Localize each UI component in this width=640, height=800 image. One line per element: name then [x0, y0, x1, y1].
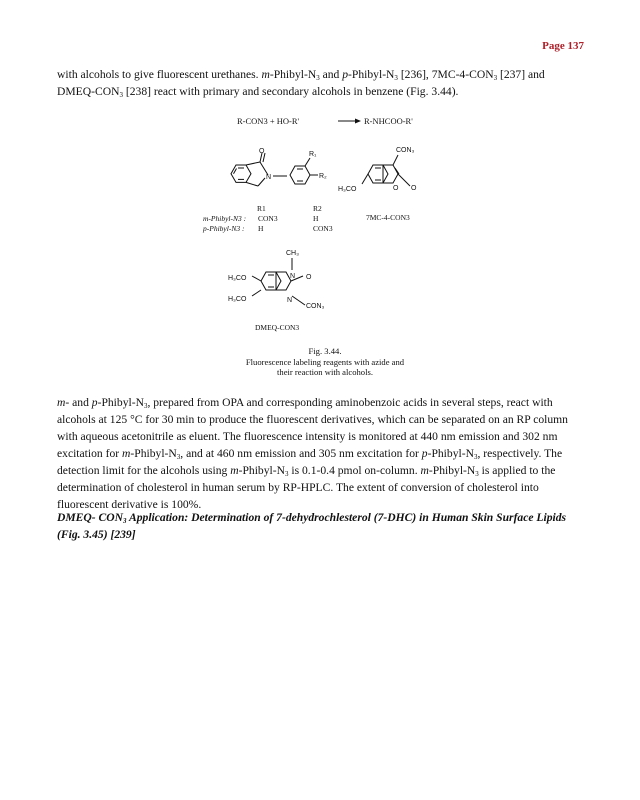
- text: p: [421, 447, 428, 460]
- subscript: 3: [119, 91, 123, 99]
- text: - and: [65, 396, 92, 409]
- text: -Phibyl-N: [427, 447, 474, 460]
- subscript: 3: [176, 453, 181, 461]
- p-phibyl-name: p-Phibyl-N3 :: [203, 224, 245, 233]
- subscript: 3: [493, 74, 498, 82]
- subscript: 3: [475, 470, 479, 478]
- text: -Phibyl-N: [130, 447, 177, 460]
- dmeq-structure: [252, 258, 305, 305]
- reaction-product: R-NHCOO-R': [364, 116, 413, 126]
- phibyl-atom-n: N: [266, 174, 272, 181]
- text: m: [420, 464, 429, 477]
- dmeq-n1: N: [290, 273, 296, 280]
- body-paragraph: [57, 394, 585, 513]
- reaction-reactants: R-CON3 + HO-R': [237, 116, 300, 126]
- text: m: [261, 68, 270, 81]
- section-heading: [57, 509, 585, 543]
- text: , prepared from OPA and corresponding aminobenzoic acids in several steps, react with alcohols at 125 °C for 30 min to produce the fluorescent derivatives, which can be separated on an RP column with aqueous acetonitrile as eluent. The fluorescence intensity is monitored at 440 nm emission and 302 nm excitation for: [57, 396, 568, 460]
- phibyl-structure: [231, 153, 318, 186]
- col-r1-header: R1: [257, 204, 266, 213]
- text: m: [57, 396, 66, 409]
- text: Application: Determination of 7-dehydrochlesterol (7-DHC) in Human Skin Surface Lipids (Fig. 3.45) [239]: [57, 511, 567, 541]
- phibyl-r1: R₁: [309, 151, 317, 158]
- text: [237] and DMEQ-CON: [57, 68, 545, 98]
- page-number: Page 137: [542, 40, 584, 52]
- subscript: 3: [143, 402, 148, 410]
- coumarin-h3co: H₃CO: [338, 186, 357, 193]
- figure-3-44: [0, 0, 640, 345]
- text: is applied to the determination of cholesterol in human serum by RP-HPLC. The extent of conversion of cholesterol into fluorescent derivative is 100%.: [57, 464, 556, 511]
- m-phibyl-r1: CON3: [258, 214, 278, 223]
- coumarin-ring-o: O: [393, 185, 399, 192]
- text: m: [122, 447, 131, 460]
- text: [236], 7MC-4-CON: [397, 68, 494, 81]
- subscript: 3: [316, 74, 320, 82]
- p-phibyl-r1: H: [258, 224, 264, 233]
- dmeq-h3co-top: H₃CO: [228, 275, 247, 282]
- dmeq-ch3: CH₃: [286, 250, 299, 257]
- coumarin-carbonyl-o: O: [411, 185, 417, 192]
- text: , and at 460 nm emission and 305 nm excitation for: [180, 447, 422, 460]
- phibyl-r2: R₂: [319, 173, 327, 180]
- subscript: 3: [394, 74, 398, 82]
- text: -Phibyl-N: [269, 68, 317, 81]
- dmeq-o: O: [306, 274, 312, 281]
- phibyl-atom-o: O: [259, 148, 265, 155]
- m-phibyl-name: m-Phibyl-N3 :: [203, 214, 247, 223]
- subscript: 3: [284, 470, 289, 478]
- text: m: [230, 464, 239, 477]
- subscript: 3: [473, 453, 478, 461]
- p-phibyl-r2: CON3: [313, 224, 333, 233]
- text: -Phibyl-N: [97, 396, 144, 409]
- text: p: [342, 68, 349, 81]
- dmeq-con3: CON₃: [306, 303, 325, 310]
- coumarin-name: 7MC-4-CON3: [366, 213, 410, 222]
- text: is 0.1-0.4 pmol on-column.: [288, 464, 421, 477]
- text: p: [91, 396, 98, 409]
- text: and: [319, 68, 343, 81]
- figure-number: Fig. 3.44.: [308, 346, 342, 356]
- coumarin-structure: [362, 155, 410, 186]
- caption-line-2: their reaction with alcohols.: [277, 367, 373, 377]
- text: -Phibyl-N: [428, 464, 476, 477]
- dmeq-name: DMEQ-CON3: [255, 323, 300, 332]
- m-phibyl-r2: H: [313, 214, 319, 223]
- caption-line-1: Fluorescence labeling reagents with azide and: [245, 356, 405, 367]
- coumarin-con3: CON₃: [396, 147, 415, 154]
- text: -Phibyl-N: [238, 464, 285, 477]
- reaction-arrow-head: [355, 119, 361, 124]
- dmeq-h3co-bottom: H₃CO: [228, 296, 247, 303]
- text: with alcohols to give fluorescent urethanes.: [57, 68, 262, 81]
- text: [238] react with primary and secondary alcohols in benzene (Fig. 3.44).: [122, 85, 459, 98]
- col-r2-header: R2: [313, 204, 322, 213]
- text: DMEQ- CON: [57, 511, 124, 524]
- figure-caption: [220, 346, 430, 378]
- text: , respectively. The detection limit for the alcohols using: [57, 447, 563, 477]
- text: -Phibyl-N: [348, 68, 395, 81]
- subscript: 3: [123, 517, 127, 525]
- dmeq-n2: N: [287, 297, 293, 304]
